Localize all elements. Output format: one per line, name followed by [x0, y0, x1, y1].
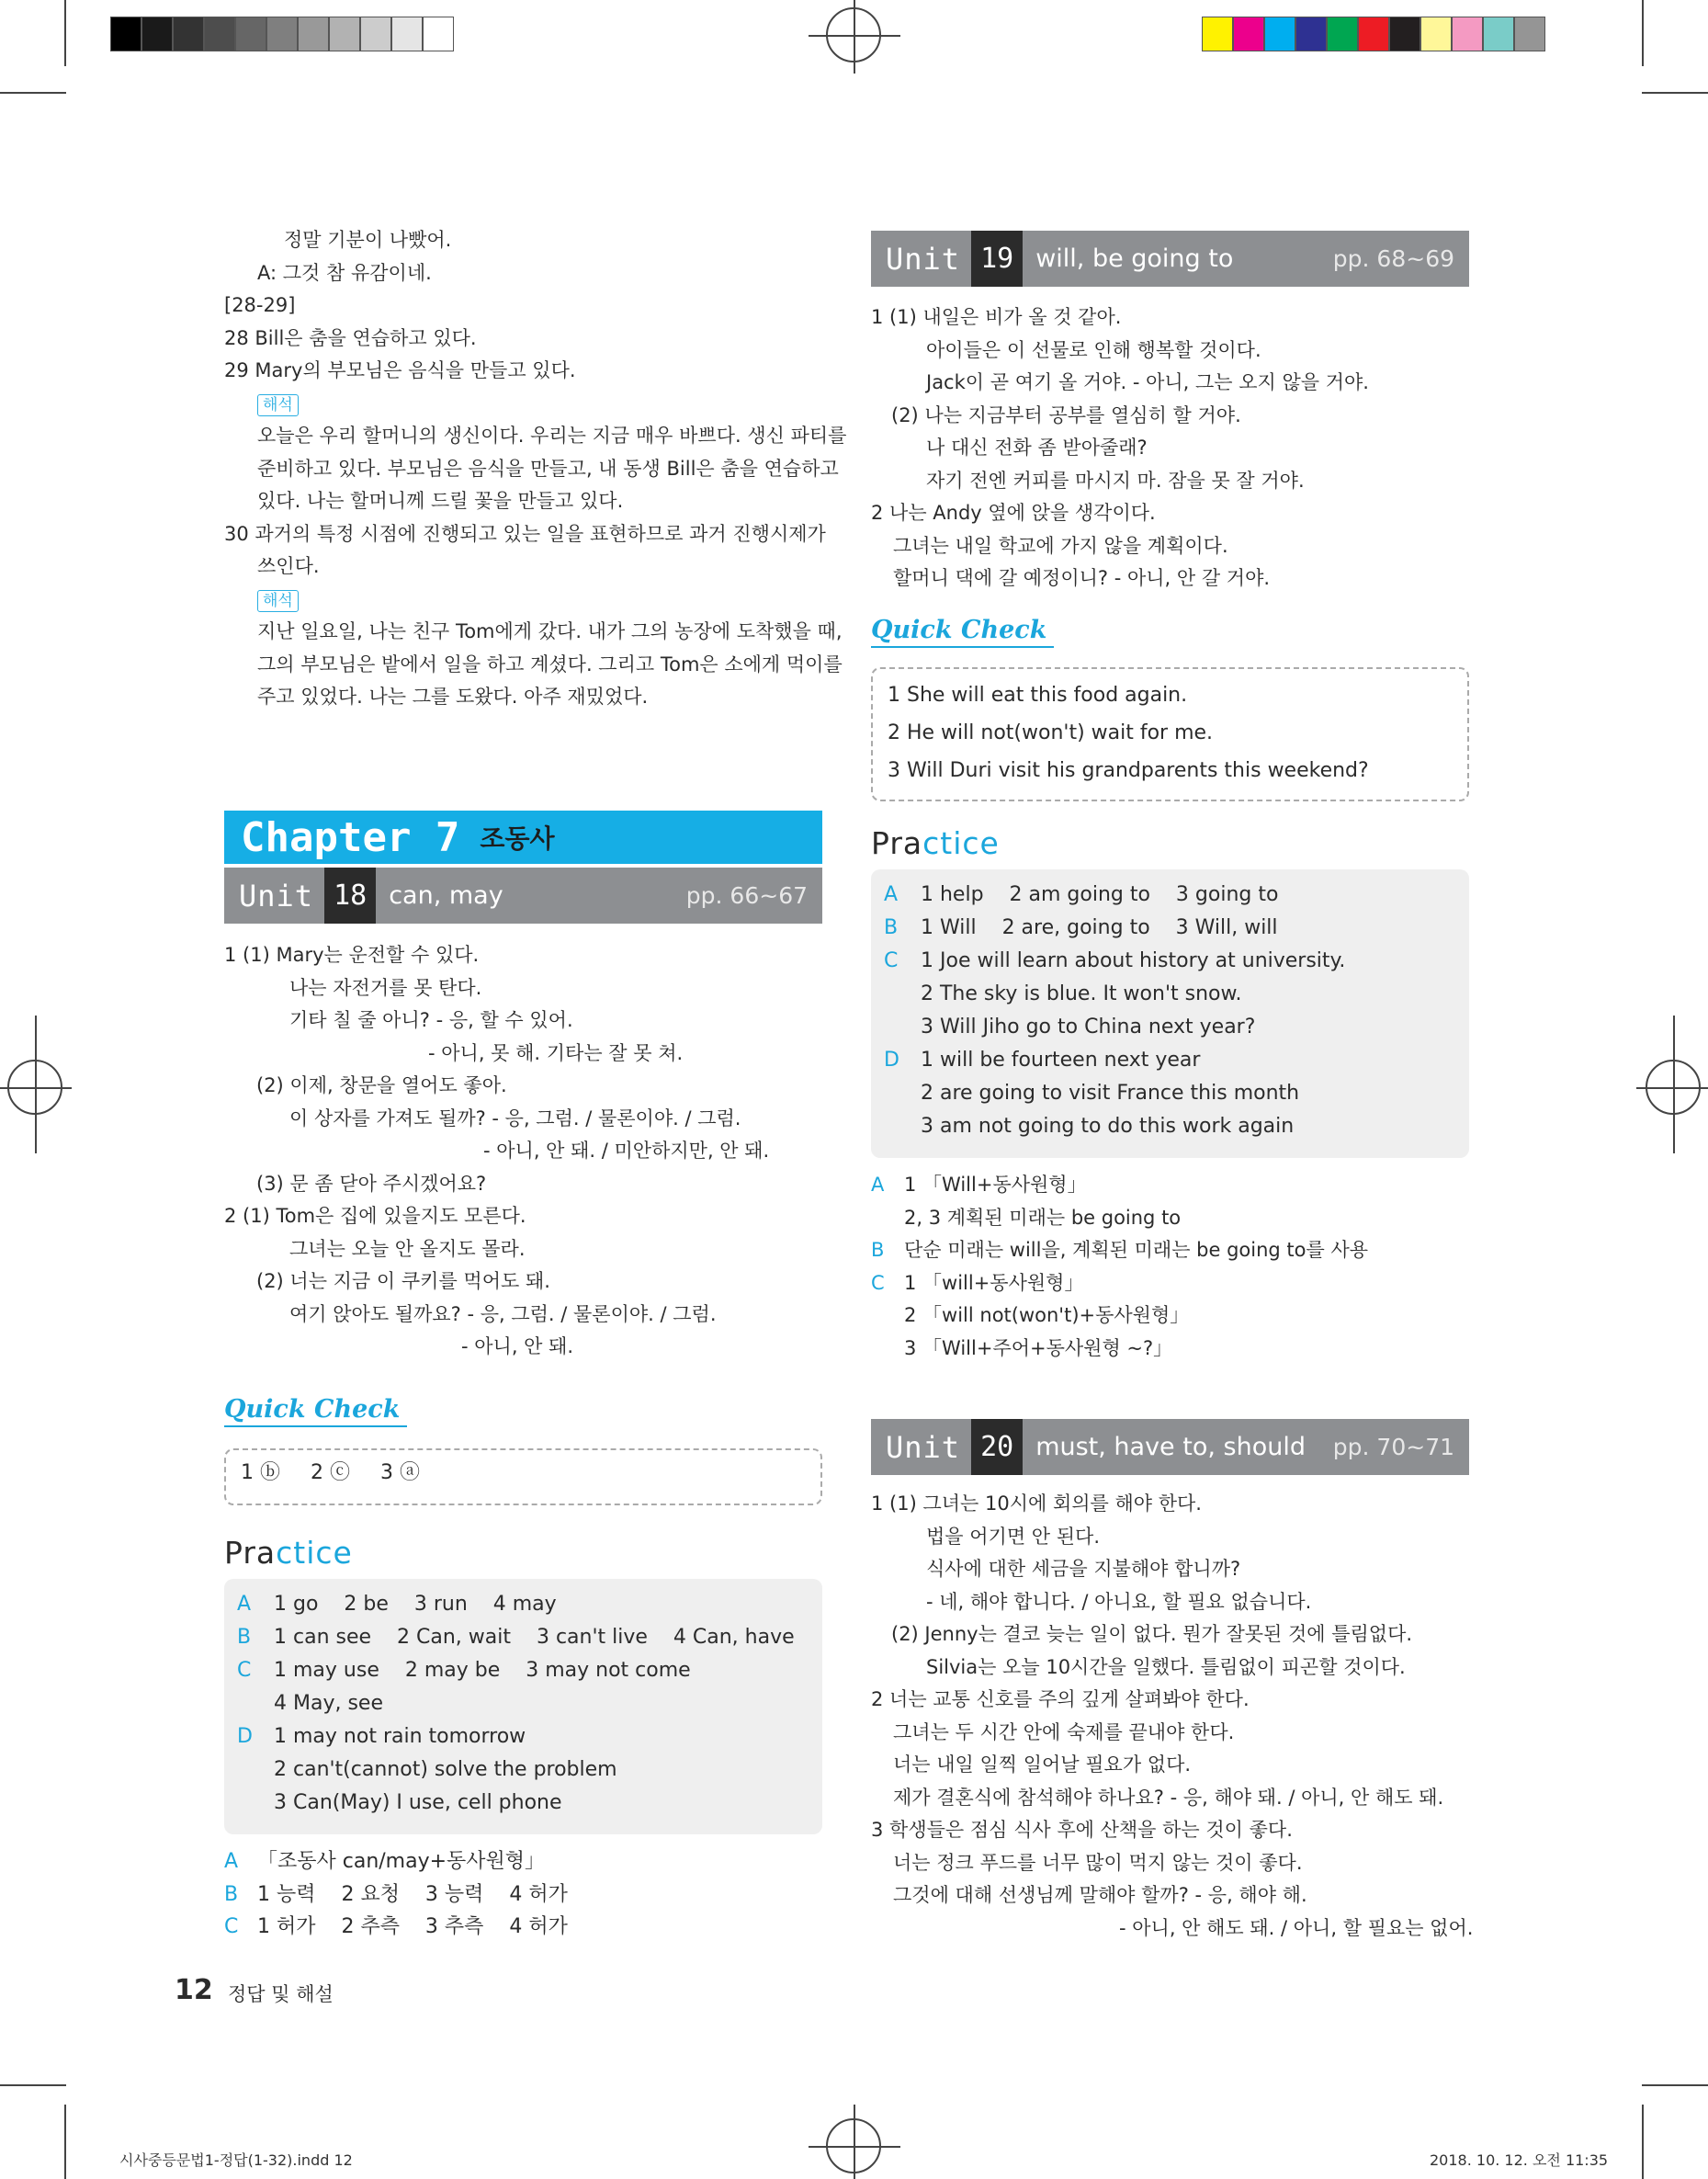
answer-item: 쓰인다.: [257, 555, 320, 577]
practice-letter: C: [237, 1659, 252, 1682]
color-swatch: [1514, 17, 1545, 51]
practice-letter: D: [237, 1725, 253, 1748]
practice-heading-part: ctice: [922, 825, 1000, 861]
practice-answer: 4 May, see: [274, 1692, 383, 1715]
answer-line: 너는 내일 일찍 일어날 필요가 없다.: [893, 1753, 1192, 1776]
footer-file-info: 시사중등문법1-정답(1-32).indd 12: [119, 2151, 353, 2169]
practice-answer: 2 can't(cannot) solve the problem: [274, 1758, 617, 1781]
color-swatch: [1233, 17, 1264, 51]
practice-letter: C: [884, 949, 899, 972]
practice-row: [237, 1654, 809, 1687]
chapter-label: Chapter 7: [241, 813, 460, 861]
practice-heading-part: ctice: [276, 1535, 353, 1571]
practice-answer: 1 허가 2 추측 3 추측 4 허가: [257, 1915, 568, 1938]
practice-box: [224, 1579, 822, 1834]
practice-notes: [224, 1845, 568, 1944]
unit-20-header: [871, 1419, 1469, 1475]
quick-check-answer: 2 ⓒ: [311, 1461, 350, 1484]
unit-18-header: [224, 868, 822, 924]
answer-item: 30 과거의 특정 시점에 진행되고 있는 일을 표현하므로 과거 진행시제가: [224, 522, 826, 545]
color-swatch: [360, 17, 391, 51]
translation-badge: 해석: [257, 590, 299, 612]
answer-line: 3 학생들은 점심 식사 후에 산책을 하는 것이 좋다.: [871, 1819, 1293, 1841]
answer-line: 2 너는 교통 신호를 주의 깊게 살펴봐야 한다.: [871, 1688, 1250, 1710]
answer-line: - 아니, 안 돼. / 미안하지만, 안 돼.: [483, 1140, 770, 1162]
answer-line: Silvia는 오늘 10시간을 일했다. 틀림없이 피곤할 것이다.: [926, 1655, 1406, 1678]
registration-mark-line: [35, 1016, 37, 1153]
practice-row: [884, 1110, 1456, 1143]
practice-answer: 1 will be fourteen next year: [921, 1049, 1201, 1072]
practice-answer: 2 are going to visit France this month: [921, 1082, 1300, 1105]
color-swatch: [329, 17, 360, 51]
unit-label: Unit: [886, 1429, 961, 1465]
registration-mark-line: [809, 35, 900, 37]
chapter-title: 조동사: [480, 823, 555, 854]
practice-row: [237, 1588, 809, 1621]
answer-line: 자기 전엔 커피를 마시지 마. 잠을 못 잘 거야.: [926, 469, 1305, 492]
practice-letter: A: [871, 1174, 885, 1196]
crop-mark: [1642, 0, 1644, 66]
practice-row: [237, 1753, 809, 1787]
registration-mark-line: [854, 2105, 855, 2179]
unit-pages: pp. 68~69: [1332, 245, 1454, 272]
color-swatch: [204, 17, 235, 51]
practice-answer: 2, 3 계획된 미래는 be going to: [904, 1206, 1182, 1229]
unit-label: Unit: [886, 241, 961, 277]
practice-letter: A: [237, 1593, 252, 1616]
registration-mark-line: [809, 2146, 900, 2148]
color-swatch: [1358, 17, 1389, 51]
practice-row: [237, 1621, 809, 1654]
practice-row: [237, 1687, 809, 1720]
color-swatch: [235, 17, 266, 51]
answer-line: 여기 앉아도 될까요? - 응, 그럼. / 물론이야. / 그럼.: [289, 1302, 717, 1325]
page-number: 12: [175, 1974, 213, 2006]
answer-item: 28 Bill은 춤을 연습하고 있다.: [224, 326, 477, 349]
answer-line: Jack이 곧 여기 올 거야. - 아니, 그는 오지 않을 거야.: [926, 371, 1369, 393]
practice-answer: 3 Will Jiho go to China next year?: [921, 1016, 1256, 1038]
practice-row: [884, 1044, 1456, 1077]
practice-letter: C: [871, 1271, 885, 1294]
registration-mark-line: [1673, 1016, 1675, 1153]
left-top-text: [224, 224, 846, 714]
practice-answer: 「조동사 can/may+동사원형」: [257, 1850, 546, 1873]
unit-19-answers: [871, 301, 1369, 596]
practice-row: [237, 1720, 809, 1753]
unit-label: Unit: [239, 878, 314, 914]
quick-check-answer: 1 ⓑ: [241, 1461, 280, 1484]
practice-heading: [224, 1535, 353, 1571]
color-swatch: [266, 17, 298, 51]
answer-line: 그녀는 오늘 안 올지도 몰라.: [289, 1237, 526, 1260]
practice-row: [884, 912, 1456, 945]
crop-mark: [0, 92, 66, 94]
practice-row: [871, 1333, 1368, 1366]
answer-line: 그녀는 내일 학교에 가지 않을 계획이다.: [893, 534, 1228, 557]
color-swatch: [1264, 17, 1295, 51]
answer-line: 할머니 댁에 갈 예정이니? - 아니, 안 갈 거야.: [893, 567, 1271, 589]
answer-line: 나는 자전거를 못 탄다.: [289, 976, 482, 999]
color-swatch: [1327, 17, 1358, 51]
practice-answer: 2 「will not(won't)+동사원형」: [904, 1304, 1190, 1326]
practice-answer: 1 can see 2 Can, wait 3 can't live 4 Can, have: [274, 1626, 795, 1649]
quick-check-answer: 2 He will not(won't) wait for me.: [888, 721, 1214, 744]
practice-heading-part: Pra: [224, 1535, 277, 1571]
quick-check-box: [224, 1448, 822, 1505]
practice-row: [224, 1911, 568, 1944]
answer-line: 기타 칠 줄 아니? - 응, 할 수 있어.: [289, 1009, 573, 1031]
answer-line: 그녀는 두 시간 안에 숙제를 끝내야 한다.: [893, 1720, 1235, 1743]
practice-letter: B: [224, 1882, 239, 1906]
color-swatch: [1389, 17, 1420, 51]
color-swatch: [141, 17, 173, 51]
translation-line: 준비하고 있다. 부모님은 음식을 만들고, 내 동생 Bill은 춤을 연습하고: [257, 457, 839, 480]
range-label: [28-29]: [224, 294, 296, 316]
translation-line: 주고 있었다. 나는 그를 도왔다. 아주 재밌었다.: [257, 686, 649, 708]
color-swatch: [1202, 17, 1233, 51]
practice-letter: C: [224, 1915, 239, 1938]
color-swatch-strip: [1202, 17, 1545, 51]
unit-number: 19: [971, 231, 1023, 287]
gray-swatch-strip: [110, 17, 454, 51]
quick-check-heading: Quick Check: [871, 616, 1054, 648]
answer-line: - 아니, 못 해. 기타는 잘 못 쳐.: [428, 1041, 684, 1064]
answer-line: 나 대신 전화 좀 받아줄래?: [926, 437, 1148, 459]
answer-line: 식사에 대한 세금을 지불해야 합니까?: [926, 1558, 1241, 1580]
answer-line: (2) Jenny는 결코 늦는 일이 없다. 뭔가 잘못된 것에 틀림없다.: [891, 1623, 1413, 1645]
answer-line: (2) 나는 지금부터 공부를 열심히 할 거야.: [891, 403, 1241, 426]
answer-line: 너는 정크 푸드를 너무 많이 먹지 않는 것이 좋다.: [893, 1851, 1303, 1874]
translation-badge: 해석: [257, 394, 299, 416]
answer-line: 1 (1) 그녀는 10시에 회의를 해야 한다.: [871, 1492, 1202, 1515]
color-swatch: [173, 17, 204, 51]
color-swatch: [1483, 17, 1514, 51]
registration-mark-line: [1636, 1087, 1708, 1089]
crop-mark: [64, 0, 66, 66]
practice-answer: 1 능력 2 요청 3 능력 4 허가: [257, 1882, 568, 1906]
answer-line: - 아니, 안 해도 돼. / 아니, 할 필요는 없어.: [1119, 1916, 1474, 1939]
practice-row: [871, 1234, 1368, 1267]
practice-letter: D: [884, 1049, 899, 1072]
practice-row: [871, 1299, 1368, 1333]
page-label: 정답 및 해설: [228, 1983, 334, 2005]
practice-answer: 3 Can(May) I use, cell phone: [274, 1791, 562, 1814]
practice-row: [884, 978, 1456, 1011]
answer-line: 1 (1) Mary는 운전할 수 있다.: [224, 944, 480, 966]
color-swatch: [110, 17, 141, 51]
answer-line: 2 나는 Andy 옆에 앉을 생각이다.: [871, 502, 1156, 524]
practice-row: [884, 1011, 1456, 1044]
quick-check-answer: 3 Will Duri visit his grandparents this weekend?: [888, 759, 1369, 782]
practice-answer: 단순 미래는 will을, 계획된 미래는 be going to를 사용: [904, 1239, 1369, 1261]
practice-letter: B: [237, 1626, 252, 1649]
practice-letter: B: [871, 1239, 885, 1261]
practice-notes: [871, 1169, 1368, 1365]
practice-answer: 1 Joe will learn about history at university.: [921, 949, 1346, 972]
unit-19-header: [871, 231, 1469, 287]
practice-row: [871, 1169, 1368, 1202]
practice-row: [224, 1878, 568, 1912]
crop-mark: [1642, 92, 1708, 94]
practice-answer: 3 「Will+주어+동사원형 ~?」: [904, 1336, 1173, 1359]
color-swatch: [391, 17, 423, 51]
color-swatch: [423, 17, 454, 51]
quick-check-box: [871, 667, 1469, 801]
translation-line: 있다. 나는 할머니께 드릴 꽃을 만들고 있다.: [257, 490, 624, 512]
practice-answer: 1 help 2 am going to 3 going to: [921, 883, 1279, 906]
color-swatch: [298, 17, 329, 51]
practice-letter: B: [884, 916, 899, 939]
practice-row: [871, 1202, 1368, 1235]
chapter-header: [224, 811, 822, 864]
unit-title: must, have to, should: [1035, 1433, 1306, 1461]
answer-line: 이 상자를 가져도 될까? - 응, 그럼. / 물론이야. / 그럼.: [289, 1107, 741, 1129]
practice-heading-part: Pra: [871, 825, 923, 861]
translation-line: 지난 일요일, 나는 친구 Tom에게 갔다. 내가 그의 농장에 도착했을 때,: [257, 620, 843, 642]
crop-mark: [0, 2084, 66, 2086]
practice-answer: 1 may not rain tomorrow: [274, 1725, 526, 1748]
practice-row: [884, 1077, 1456, 1110]
translation-line: 그의 부모님은 밭에서 일을 하고 계셨다. 그리고 Tom은 소에게 먹이를: [257, 653, 843, 675]
text-line: A: 그것 참 유감이네.: [257, 261, 432, 284]
unit-pages: pp. 70~71: [1332, 1434, 1454, 1460]
answer-line: 아이들은 이 선물로 인해 행복할 것이다.: [926, 338, 1261, 361]
practice-letter: A: [884, 883, 899, 906]
unit-number: 18: [324, 868, 376, 924]
unit-18-answers: [224, 939, 769, 1364]
answer-line: - 아니, 안 돼.: [461, 1335, 574, 1357]
color-swatch: [1295, 17, 1327, 51]
practice-heading: [871, 825, 1000, 861]
answer-line: 그것에 대해 선생님께 말해야 할까? - 응, 해야 해.: [893, 1884, 1307, 1906]
registration-mark-line: [854, 0, 855, 74]
practice-answer: 1 「will+동사원형」: [904, 1271, 1084, 1294]
answer-line: - 네, 해야 합니다. / 아니요, 할 필요 없습니다.: [926, 1590, 1312, 1613]
practice-row: [884, 879, 1456, 912]
practice-answer: 3 am not going to do this work again: [921, 1115, 1295, 1138]
practice-answer: 1 go 2 be 3 run 4 may: [274, 1593, 557, 1616]
unit-title: can, may: [389, 881, 503, 910]
footer-date: 2018. 10. 12. 오전 11:35: [1430, 2151, 1609, 2169]
quick-check-answer: 1 She will eat this food again.: [888, 684, 1188, 707]
practice-row: [224, 1845, 568, 1878]
color-swatch: [1420, 17, 1452, 51]
practice-row: [884, 945, 1456, 978]
crop-mark: [64, 2105, 66, 2179]
answer-line: 1 (1) 내일은 비가 올 것 같아.: [871, 306, 1122, 328]
crop-mark: [1642, 2084, 1708, 2086]
quick-check-answer: 3 ⓐ: [380, 1461, 420, 1484]
unit-title: will, be going to: [1035, 244, 1234, 273]
answer-line: (2) 너는 지금 이 쿠키를 먹어도 돼.: [256, 1270, 550, 1292]
unit-pages: pp. 66~67: [685, 882, 808, 909]
text-line: 정말 기분이 나빴어.: [284, 229, 452, 251]
practice-row: [871, 1267, 1368, 1300]
practice-letter: A: [224, 1850, 239, 1873]
answer-line: 제가 결혼식에 참석해야 하나요? - 응, 해야 돼. / 아니, 안 해도 돼.: [893, 1786, 1444, 1809]
practice-answer: 2 The sky is blue. It won't snow.: [921, 982, 1242, 1005]
practice-answer: 1 may use 2 may be 3 may not come: [274, 1659, 691, 1682]
practice-answer: 1 Will 2 are, going to 3 Will, will: [921, 916, 1278, 939]
answer-line: (3) 문 좀 닫아 주시겠어요?: [256, 1172, 487, 1195]
quick-check-heading: Quick Check: [224, 1395, 407, 1427]
unit-number: 20: [971, 1419, 1023, 1475]
unit-20-answers: [871, 1488, 1473, 1945]
answer-line: (2) 이제, 창문을 열어도 좋아.: [256, 1074, 507, 1096]
color-swatch: [1452, 17, 1483, 51]
answer-line: 법을 어기면 안 된다.: [926, 1525, 1100, 1548]
crop-mark: [1642, 2105, 1644, 2179]
practice-row: [237, 1787, 809, 1820]
answer-line: 2 (1) Tom은 집에 있을지도 모른다.: [224, 1205, 526, 1227]
translation-line: 오늘은 우리 할머니의 생신이다. 우리는 지금 매우 바쁘다. 생신 파티를: [257, 425, 847, 447]
answer-item: 29 Mary의 부모님은 음식을 만들고 있다.: [224, 359, 576, 381]
practice-box: [871, 869, 1469, 1158]
practice-answer: 1 「Will+동사원형」: [904, 1174, 1087, 1196]
